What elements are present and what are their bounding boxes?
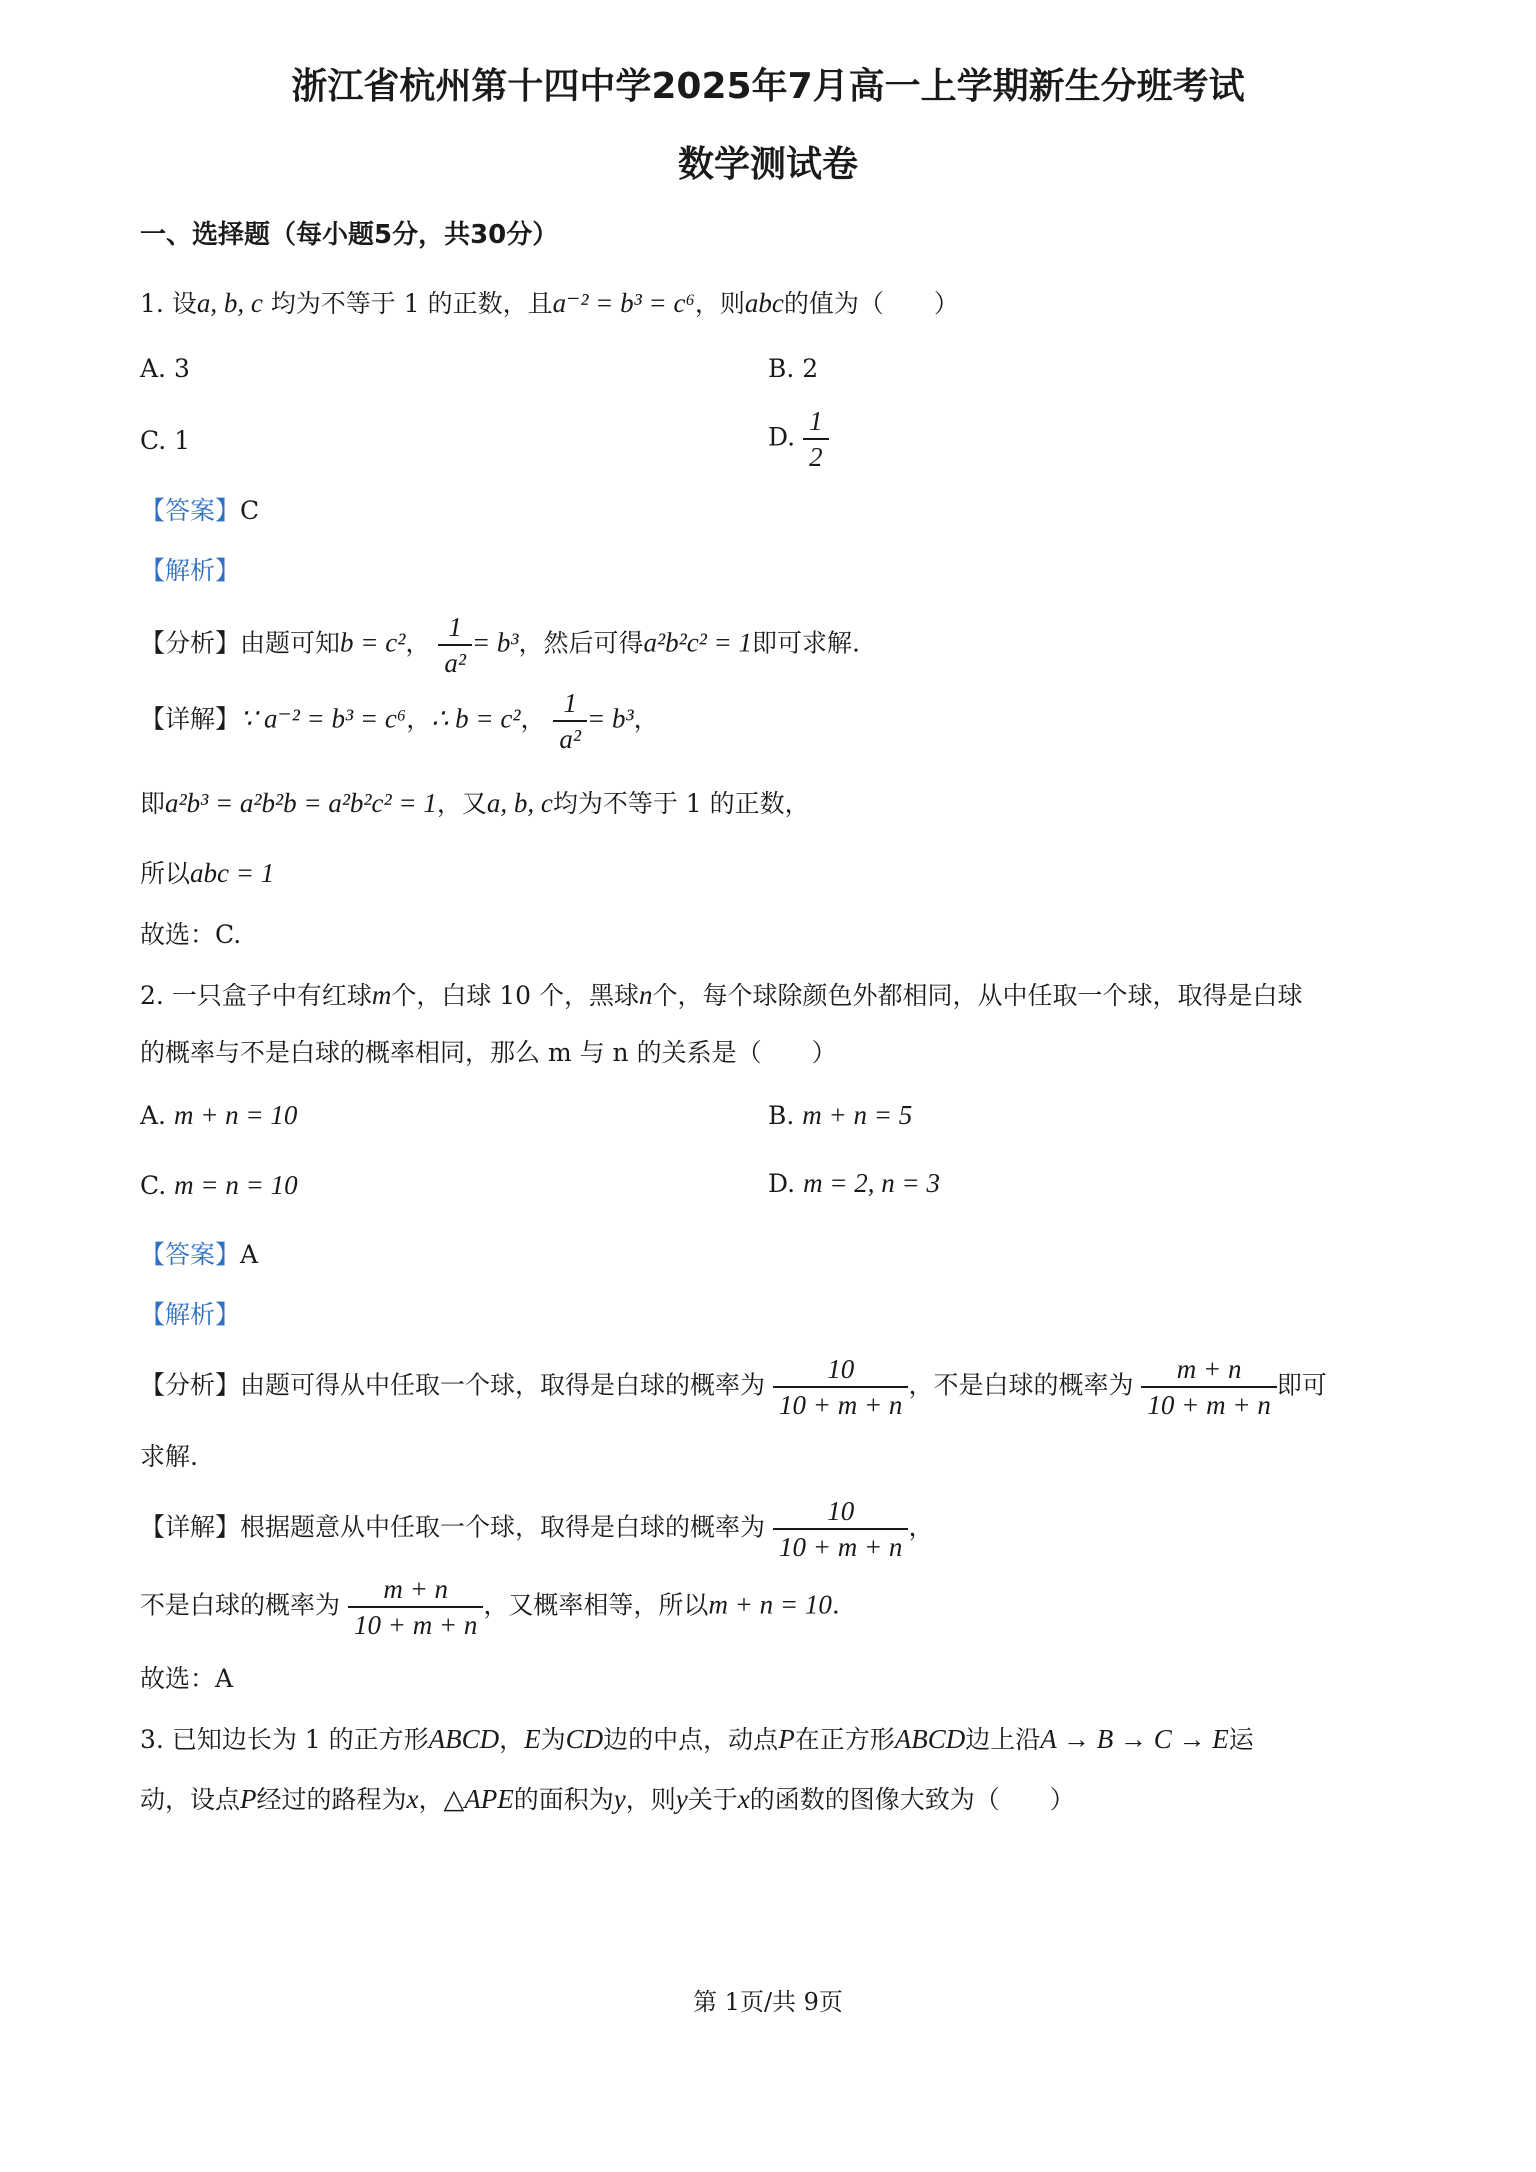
math-equation: a²b²c² = 1 [643,627,753,658]
option-label: A. [140,1101,167,1130]
fraction [773,1494,908,1564]
math-equation: = b³ [587,703,634,734]
fraction-denominator: 10 + m + n [1141,1386,1276,1422]
analysis-xiangjie [140,686,659,756]
fenxi-text: 由题可知 [240,628,341,658]
fraction [773,1352,908,1422]
stem-text: 的面积为 [513,1785,614,1814]
option-label: D. [768,1169,796,1198]
analysis-tag: 【解析】 [140,556,241,585]
fenxi-text: ，不是白球的概率为 [908,1370,1134,1400]
math-var: CD [565,1724,604,1754]
fraction [438,610,472,680]
math-var: x [406,1784,419,1814]
question-number: 1. [140,289,164,318]
math-var: x [737,1784,750,1814]
analysis-tag: 【解析】 [140,1300,241,1329]
math-equation: m = n = 10 [174,1170,298,1200]
fraction-denominator: a² [438,644,472,680]
math-equation: a²b³ = a²b²b = a²b²c² = 1 [165,788,437,818]
math-equation: ∴ b = c² [431,703,521,734]
math-equation: abc = 1 [190,858,275,888]
math-var: ABCD [894,1724,966,1754]
stem-text: 边上沿 [965,1725,1041,1754]
fraction [348,1572,483,1642]
answer-line [140,1238,258,1272]
xiangjie-text: 根据题意从中任取一个球，取得是白球的概率为 [240,1512,766,1542]
answer-value: A [240,1240,259,1269]
fenxi-text: 由题可得从中任取一个球，取得是白球的概率为 [240,1370,766,1400]
choose-line: 故选：A [140,1664,234,1693]
section-heading: 一、选择题（每小题5分，共30分） [140,220,559,250]
stem-text: ，则 [625,1785,676,1814]
stem-text: 动，设点 [140,1785,241,1814]
question-number: 2. [140,981,164,1010]
solution-line [140,786,810,821]
answer-value: C [240,496,260,525]
math-var: n [639,980,653,1010]
solution-text: 均为不等于 1 的正数， [552,789,810,818]
solution-text: ，又 [436,789,487,818]
xiangjie-label: 【详解】 [140,704,241,734]
stem-text: 一只盒子中有红球 [171,981,372,1010]
option-label: C. [140,1171,167,1200]
stem-text: 关于 [687,1785,738,1814]
fraction-numerator: m + n [383,1574,449,1604]
math-equation: b = c² [340,627,406,658]
option-c [140,1168,298,1203]
math-var: y [613,1784,626,1814]
fenxi-text: ，然后可得 [518,628,644,658]
solution-text: 不是白球的概率为 [140,1590,341,1620]
fraction-numerator: 1 [809,406,823,436]
stem-text: 经过的路程为 [256,1785,407,1814]
fraction-numerator: 10 [827,1354,855,1384]
math-var: ABCD [428,1724,500,1754]
question-1-stem [140,286,959,321]
separator: ， [406,704,432,734]
math-var: E [524,1724,541,1754]
option-b [768,1098,912,1133]
fraction-denominator: 10 + m + n [773,1528,908,1564]
separator: . [831,1590,840,1620]
stem-text: 个，每个球除颜色外都相同，从中任取一个球，取得是白球 [652,981,1303,1010]
math-vars: a, b, c [486,788,553,818]
analysis-fenxi-cont: 求解. [140,1442,198,1471]
solution-line [140,1572,840,1642]
fraction-numerator: 1 [448,612,462,642]
fraction-numerator: 1 [563,688,577,718]
answer-line [140,494,259,528]
stem-text: 在正方形 [794,1725,895,1754]
xiangjie-label: 【详解】 [140,1512,241,1542]
separator: ， [908,1512,934,1542]
option-a [140,1098,297,1133]
stem-text: 为 [540,1725,566,1754]
separator: ， [520,704,546,734]
fraction-numerator: m + n [1176,1354,1242,1384]
fraction-denominator: 2 [803,438,829,474]
stem-text: 运 [1228,1725,1254,1754]
page-subtitle: 数学测试卷 [677,144,858,185]
fraction [553,686,587,756]
math-equation: m + n = 10 [173,1100,298,1130]
answer-tag: 【答案】 [140,1240,241,1269]
solution-line [140,856,274,891]
stem-text: 个，白球 10 个，黑球 [391,981,640,1010]
stem-text: 已知边长为 1 的正方形 [171,1725,429,1754]
fraction [803,404,829,474]
analysis-fenxi [140,1352,1327,1422]
analysis-xiangjie [140,1494,933,1564]
choose-line: 故选：C. [140,920,242,949]
math-var: m [371,980,392,1010]
solution-text: 即 [140,789,166,818]
option-d [768,404,829,474]
math-var: △APE [443,1784,514,1814]
separator: ， [405,628,431,658]
fraction-denominator: a² [553,720,587,756]
solution-text: 所以 [140,859,191,888]
fraction-numerator: 10 [827,1496,855,1526]
question-2-stem [140,978,1303,1013]
fenxi-text: 即可求解. [752,628,860,658]
math-equation: a⁻² = b³ = c⁶ [552,288,695,318]
math-var: P [240,1784,257,1814]
answer-tag: 【答案】 [140,496,241,525]
math-equation: = b³ [471,627,519,658]
question-3-stem-cont [140,1782,1075,1817]
math-vars: a, b, c [196,288,263,318]
fraction [1141,1352,1276,1422]
fenxi-text: 即可 [1276,1370,1327,1400]
stem-text: 边的中点，动点 [603,1725,779,1754]
stem-text: ， [499,1725,525,1754]
stem-text: ， [418,1785,444,1814]
stem-text: 的值为（ ） [783,289,959,318]
page-title: 浙江省杭州第十四中学2025年7月高一上学期新生分班考试 [291,66,1245,107]
stem-text: ，则 [694,289,745,318]
solution-text: ，又概率相等，所以 [483,1590,709,1620]
math-equation: m = 2, n = 3 [803,1168,941,1198]
math-expression: abc [744,288,784,318]
page-number: 第 1页/共 9页 [693,1988,843,2016]
math-equation: m + n = 5 [802,1100,913,1130]
stem-text: 设 [171,289,197,318]
option-label: D. [768,422,796,452]
separator: ， [633,704,659,734]
fraction-denominator: 10 + m + n [348,1606,483,1642]
math-var: P [778,1724,795,1754]
fenxi-label: 【分析】 [140,628,241,658]
question-2-stem-cont: 的概率与不是白球的概率相同，那么 m 与 n 的关系是（ ） [140,1038,837,1067]
option-label: B. [768,1101,795,1130]
analysis-fenxi [140,610,860,680]
stem-text: 的函数的图像大致为（ ） [749,1785,1075,1814]
stem-text: 均为不等于 1 的正数，且 [270,289,553,318]
fenxi-label: 【分析】 [140,1370,241,1400]
option-d [768,1166,940,1201]
math-equation: ∵ a⁻² = b³ = c⁶ [240,703,407,734]
math-var: y [675,1784,688,1814]
option-b: B. 2 [768,354,819,383]
question-3-stem [140,1722,1254,1757]
option-c: C. 1 [140,426,191,455]
fraction-denominator: 10 + m + n [773,1386,908,1422]
option-a: A. 3 [140,354,190,383]
question-number: 3. [140,1725,164,1754]
math-equation: m + n = 10 [708,1589,832,1620]
math-path: A → B → C → E [1040,1724,1229,1754]
